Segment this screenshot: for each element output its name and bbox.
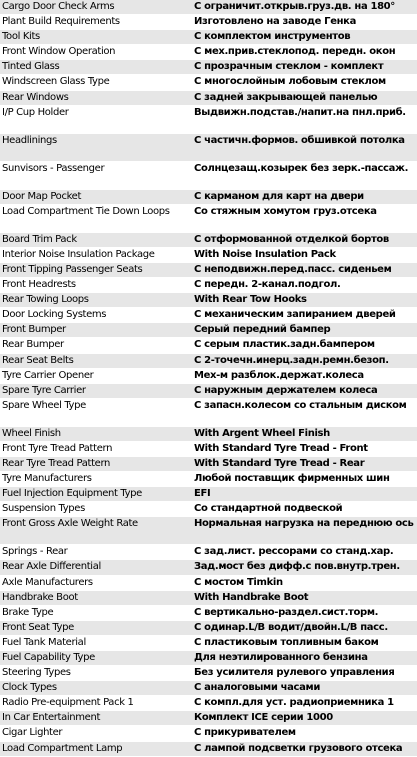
spec-value: С лампой подсветки грузового отсека <box>194 742 403 754</box>
table-row <box>0 134 417 162</box>
spec-value: Нормальная нагрузка на переднюю ось <box>194 518 414 530</box>
spec-label: Door Map Pocket <box>2 190 82 202</box>
spec-label: Spare Wheel Type <box>2 399 86 411</box>
spec-value: Со стандартной подвеской <box>194 503 343 515</box>
table-row <box>0 338 417 353</box>
table-row <box>0 15 417 30</box>
table-row <box>0 60 417 75</box>
table-row <box>0 263 417 278</box>
spec-label: Front Seat Type <box>2 621 74 633</box>
table-row <box>0 354 417 369</box>
spec-label: Tyre Carrier Opener <box>2 369 94 381</box>
spec-value: С комплектом инструментов <box>194 31 351 43</box>
spec-value: С зад.лист. рессорами со станд.хар. <box>194 546 394 558</box>
table-row <box>0 45 417 60</box>
table-row <box>0 651 417 666</box>
spec-value: С частичн.формов. обшивкой потолка <box>194 134 405 146</box>
table-row <box>0 233 417 248</box>
spec-value: С наружным держателем колеса <box>194 384 378 396</box>
spec-label: Door Locking Systems <box>2 309 107 321</box>
spec-label: Radio Pre-equipment Pack 1 <box>2 697 134 709</box>
table-row <box>0 591 417 606</box>
spec-value: Со стяжным хомутом груз.отсека <box>194 205 377 217</box>
table-row <box>0 681 417 696</box>
spec-label: Tinted Glass <box>2 61 60 73</box>
spec-value: С запасн.колесом со стальным диском <box>194 399 407 411</box>
spec-value: With Standard Tyre Tread - Front <box>194 442 368 454</box>
spec-label: Front Bumper <box>2 324 66 336</box>
spec-value: С ограничит.открыв.груз.дв. на 180° <box>194 1 395 12</box>
table-row <box>0 621 417 636</box>
table-row <box>0 205 417 233</box>
spec-label: Interior Noise Insulation Package <box>2 248 155 260</box>
table-row <box>0 106 417 134</box>
spec-label: Plant Build Requirements <box>2 16 120 28</box>
spec-value: С передн. 2-канал.подгол. <box>194 279 341 291</box>
table-row <box>0 545 417 560</box>
spec-value: Изготовлено на заводе Генка <box>194 16 357 28</box>
table-row <box>0 502 417 517</box>
spec-label: I/P Cup Holder <box>2 106 69 118</box>
spec-value: С пластиковым топливным баком <box>194 636 379 648</box>
table-row <box>0 91 417 106</box>
spec-value: С задней закрывающей панелью <box>194 91 378 103</box>
spec-value: С карманом для карт на двери <box>194 190 364 202</box>
spec-label: Steering Types <box>2 667 71 679</box>
table-row <box>0 666 417 681</box>
spec-value: With Argent Wheel Finish <box>194 427 330 439</box>
table-row <box>0 308 417 323</box>
spec-value: Серый передний бампер <box>194 324 331 336</box>
spec-value: С отформованной отделкой бортов <box>194 233 389 245</box>
spec-value: Мех-м разблок.держат.колеса <box>194 369 364 381</box>
spec-value: С одинар.L/B водит/двойн.L/B пасс. <box>194 621 388 633</box>
spec-value: Зад.мост без дифф.с пов.внутр.трен. <box>194 561 400 573</box>
table-row <box>0 726 417 741</box>
table-row <box>0 517 417 545</box>
spec-label: Front Headrests <box>2 279 76 291</box>
spec-value: With Standard Tyre Tread - Rear <box>194 457 365 469</box>
spec-label: Cargo Door Check Arms <box>2 1 115 12</box>
spec-label: Front Gross Axle Weight Rate <box>2 518 138 530</box>
spec-label: Tyre Manufacturers <box>2 473 92 485</box>
table-row <box>0 427 417 442</box>
spec-label: Sunvisors - Passenger <box>2 162 105 174</box>
spec-label: Clock Types <box>2 682 57 694</box>
table-row <box>0 75 417 90</box>
spec-value: С компл.для уст. радиоприемника 1 <box>194 697 394 709</box>
table-row <box>0 560 417 575</box>
table-row <box>0 190 417 205</box>
spec-value: С прикуривателем <box>194 727 296 739</box>
spec-value: С серым пластик.задн.бампером <box>194 339 375 351</box>
spec-value: С аналоговыми часами <box>194 682 321 694</box>
table-row <box>0 487 417 502</box>
spec-label: Handbrake Boot <box>2 591 78 603</box>
spec-value: Солнцезащ.козырек без зерк.-пассаж. <box>194 162 409 174</box>
table-row <box>0 293 417 308</box>
spec-label: In Car Entertainment <box>2 712 101 724</box>
table-row <box>0 278 417 293</box>
spec-value: Комплект ICE серии 1000 <box>194 712 333 724</box>
spec-label: Wheel Finish <box>2 427 61 439</box>
table-row <box>0 472 417 487</box>
spec-label: Windscreen Glass Type <box>2 76 110 88</box>
table-row <box>0 162 417 190</box>
spec-value: EFI <box>194 488 211 500</box>
spec-label: Springs - Rear <box>2 546 68 558</box>
spec-label: Tool Kits <box>2 31 40 43</box>
spec-label: Fuel Capability Type <box>2 652 95 663</box>
spec-label: Front Window Operation <box>2 46 116 58</box>
spec-value: Выдвижн.подстав./напит.на пнл.приб. <box>194 106 406 118</box>
spec-label: Front Tyre Tread Pattern <box>2 442 113 454</box>
table-row <box>0 399 417 427</box>
spec-label: Rear Towing Loops <box>2 294 89 306</box>
table-row <box>0 248 417 263</box>
spec-value: С вертикально-раздел.сист.торм. <box>194 606 379 618</box>
spec-value: С прозрачным стеклом - комплект <box>194 61 384 73</box>
spec-value: Без усилителя рулевого управления <box>194 667 395 679</box>
spec-label: Rear Seat Belts <box>2 354 74 366</box>
spec-label: Fuel Injection Equipment Type <box>2 488 142 500</box>
table-row <box>0 636 417 651</box>
spec-label: Axle Manufacturers <box>2 576 93 588</box>
spec-label: Suspension Types <box>2 503 85 515</box>
spec-value: С мех.прив.стеклопод. передн. окон <box>194 46 396 58</box>
spec-label: Load Compartment Tie Down Loops <box>2 205 170 217</box>
spec-value: With Handbrake Boot <box>194 591 309 603</box>
spec-value: Любой поставщик фирменных шин <box>194 473 390 485</box>
table-row <box>0 576 417 591</box>
table-row <box>0 323 417 338</box>
table-row <box>0 457 417 472</box>
spec-value: С неподвижн.перед.пасс. сиденьем <box>194 263 392 275</box>
table-row <box>0 384 417 399</box>
table-row <box>0 30 417 45</box>
spec-value: С 2-точечн.инерц.задн.ремн.безоп. <box>194 354 389 366</box>
spec-label: Brake Type <box>2 606 54 618</box>
table-row <box>0 742 417 757</box>
spec-label: Spare Tyre Carrier <box>2 384 86 396</box>
spec-label: Fuel Tank Material <box>2 636 86 648</box>
spec-label: Rear Bumper <box>2 339 64 351</box>
spec-label: Rear Axle Differential <box>2 561 101 573</box>
table-row <box>0 0 417 15</box>
spec-label: Front Tipping Passenger Seats <box>2 263 143 275</box>
table-row <box>0 606 417 621</box>
spec-value: With Noise Insulation Pack <box>194 248 336 260</box>
spec-label: Headlinings <box>2 134 57 146</box>
table-row <box>0 369 417 384</box>
spec-value: С мостом Timkin <box>194 576 283 588</box>
spec-value: С многослойным лобовым стеклом <box>194 76 386 88</box>
table-row <box>0 696 417 711</box>
spec-value: Для неэтилированного бензина <box>194 652 368 663</box>
table-row <box>0 442 417 457</box>
spec-label: Board Trim Pack <box>2 233 77 245</box>
spec-value: С механическим запиранием дверей <box>194 309 396 321</box>
spec-label: Cigar Lighter <box>2 727 63 739</box>
spec-value: With Rear Tow Hooks <box>194 294 307 306</box>
table-row <box>0 711 417 726</box>
spec-label: Rear Windows <box>2 91 69 103</box>
spec-label: Rear Tyre Tread Pattern <box>2 457 111 469</box>
spec-label: Load Compartment Lamp <box>2 742 123 754</box>
